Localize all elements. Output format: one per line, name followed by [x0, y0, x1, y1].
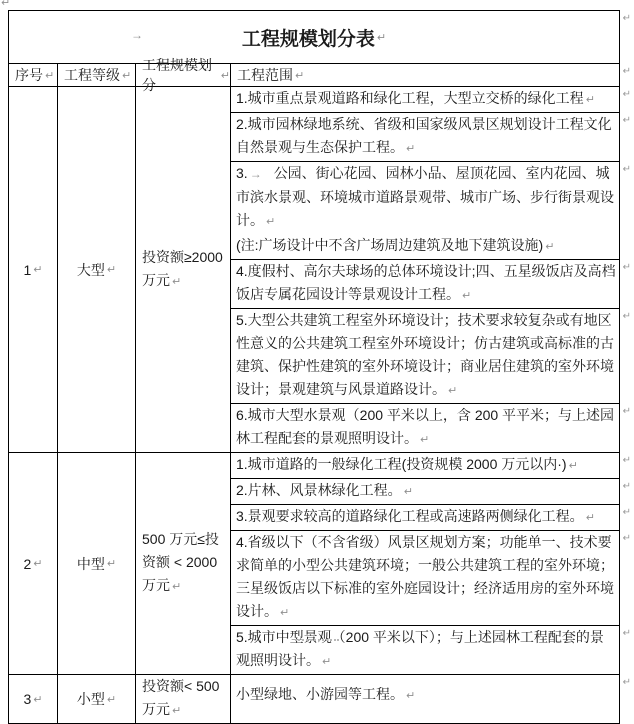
paragraph-mark-icon: ↵ [33, 264, 43, 276]
row-end-mark-icon: ↵ [622, 89, 631, 100]
table-title: 工程规模划分表 [241, 28, 375, 50]
paragraph-mark-icon: ↵ [106, 558, 117, 570]
grade-cell [58, 675, 136, 723]
row-end-mark-icon: ↵ [622, 164, 631, 175]
grade-row-large [9, 87, 631, 453]
row-end-mark-icon: ↵ [622, 628, 631, 639]
scope-item [231, 531, 631, 626]
scope-item [231, 113, 631, 162]
scope-cell [231, 87, 631, 452]
scope-text: 6.城市大型水景观（200 平米以上，含 200 平平米；与上述园林工程配套的景观照明设计。 [236, 407, 615, 446]
scope-text: 公园、街心花园、园林小品、屋顶花园、室内花园、城市滨水景观、环境城市道路景观带、城市广场、步行街景观设计。 [236, 165, 614, 228]
scope-paragraph [236, 404, 616, 452]
column-header-num [9, 64, 58, 86]
header-label: 序号 [15, 67, 43, 83]
scope-item [231, 479, 631, 505]
scope-item [231, 260, 631, 309]
scope-text: 5.大型公共建筑工程室外环境设计；技术要求较复杂或有地区性意义的公共建筑工程室外环境设计；仿古建筑或高标准的古建筑、保护性建筑的室外环境设计；商业居住建筑的室外环境设计；景观建筑与风景道路设计。 [236, 312, 614, 397]
grade-cell [58, 87, 136, 452]
scope-number: 3. [236, 165, 248, 181]
scope-item [231, 162, 631, 260]
table-title-row [9, 11, 631, 64]
paragraph-mark-icon: ↵ [220, 69, 230, 82]
paragraph-mark-icon: ↵ [295, 69, 305, 82]
row-end-mark-icon: ↵ [622, 66, 631, 77]
paragraph-mark-icon: ↵ [406, 143, 416, 155]
scope-text: 1.城市道路的一般绿化工程(投资规模 2000 万元以内·) [236, 456, 567, 472]
scale-value: 500 万元≤投资额 < 2000 万元 [142, 531, 219, 593]
paragraph-mark-icon: ↵ [172, 581, 182, 593]
scope-paragraph [236, 87, 616, 112]
grade-cell [58, 453, 136, 674]
scope-item [231, 505, 631, 531]
paragraph-mark-icon: ↵ [545, 241, 555, 253]
paragraph-mark-icon: ↵ [322, 656, 332, 668]
row-num-cell [9, 87, 58, 452]
scale-text [142, 246, 229, 294]
scope-item [231, 404, 631, 452]
row-end-mark-icon: ↵ [622, 507, 631, 518]
scale-cell [136, 675, 231, 723]
paragraph-mark-icon: ↵ [172, 705, 182, 717]
row-num-cell [9, 675, 58, 723]
scope-note-paragraph [236, 234, 616, 259]
row-end-mark-icon: ↵ [622, 406, 631, 417]
header-label: 工程等级 [64, 67, 120, 83]
scale-cell [136, 87, 231, 452]
paragraph-mark-icon: ↵ [448, 385, 458, 397]
scope-paragraph [236, 309, 616, 403]
scope-note: (注:广场设计中不含广场周边建筑及地下建筑设施) [236, 237, 544, 253]
scope-text: 2.片林、风景林绿化工程。 [236, 482, 402, 498]
scale-text [142, 675, 229, 723]
paragraph-mark-icon: ↵ [33, 693, 43, 706]
paragraph-mark-icon: ↵ [266, 216, 276, 228]
row-num: 3 [23, 691, 32, 707]
paragraph-mark-icon: ↵ [403, 486, 413, 498]
paragraph-mark-icon: ↵ [106, 693, 117, 706]
scope-text: 3.景观要求较高的道路绿化工程或高速路两侧绿化工程。 [236, 508, 584, 524]
paragraph-mark-icon: ↵ [106, 264, 117, 276]
scope-text: 2.城市园林绿地系统、省级和国家级风景区规划设计工程文化自然景观与生态保护工程。 [236, 116, 612, 155]
column-header-grade [58, 64, 136, 86]
scope-text: 5.城市中型景观（200 平米以下）；与上述园林工程配套的景观照明设计。 [236, 629, 604, 668]
scope-paragraph [236, 479, 616, 504]
grade-label: 中型 [76, 555, 105, 572]
paragraph-mark-icon: ↵ [33, 558, 43, 570]
scope-paragraph [236, 531, 616, 625]
scope-paragraph [236, 260, 616, 308]
paragraph-mark-icon: ↵ [172, 275, 182, 288]
paragraph-mark-icon: ↵ [462, 290, 472, 302]
paragraph-mark-icon: ↵ [1, 0, 11, 9]
row-num: 2 [23, 555, 32, 572]
scale-value: 投资额≥2000 万元 [142, 248, 223, 288]
grade-label: 大型 [76, 261, 105, 278]
column-header-scope [231, 64, 619, 86]
scope-item [231, 87, 631, 113]
row-num: 1 [23, 261, 32, 278]
scope-cell [231, 453, 631, 674]
scope-paragraph [236, 453, 616, 478]
paragraph-mark-icon: ↵ [420, 434, 430, 446]
row-end-mark-icon: ↵ [622, 13, 631, 24]
row-num-cell [9, 453, 58, 674]
scope-paragraph [236, 113, 616, 161]
tab-mark-icon: → [131, 28, 143, 42]
row-end-mark-icon: ↵ [622, 533, 631, 544]
grade-label: 小型 [76, 691, 105, 707]
header-label: 工程范围 [237, 67, 293, 83]
scope-text: 4.度假村、高尔夫球场的总体环境设计;四、五星级饭店及高档饭店专属花园设计等景观设计工程。 [236, 263, 616, 302]
paragraph-mark-icon: ↵ [45, 69, 55, 82]
row-end-mark-icon: ↵ [622, 115, 631, 126]
scope-paragraph [236, 683, 415, 708]
scope-paragraph [236, 162, 616, 234]
scale-text [142, 528, 229, 599]
paragraph-mark-icon: ↵ [568, 460, 578, 472]
scope-item [231, 453, 631, 479]
row-end-mark-icon: ↵ [622, 262, 631, 273]
scope-paragraph [236, 626, 616, 674]
project-scale-table [8, 10, 631, 724]
paragraph-mark-icon: ↵ [406, 689, 416, 702]
scope-paragraph [236, 505, 616, 530]
scope-text: 4.省级以下（不含省级）风景区规划方案；功能单一、技术要求简单的小型公共建筑环境；一般公共建筑工程的室外环境；三星级饭店以下标准的室外庭园设计；经济适用房的室外环境设计。 [236, 534, 614, 619]
paragraph-mark-icon: ↵ [122, 69, 132, 82]
row-end-mark-icon: ↵ [622, 455, 631, 466]
paragraph-mark-icon: ↵ [585, 512, 595, 524]
scope-text: 小型绿地、小游园等工程。 [236, 685, 404, 702]
scope-text: 1.城市重点景观道路和绿化工程，大型立交桥的绿化工程 [236, 90, 584, 106]
paragraph-mark-icon: ↵ [376, 31, 387, 44]
grade-row-small [9, 675, 631, 723]
header-label: 工程规模划分 [142, 57, 212, 93]
table-header-row [9, 57, 631, 93]
scale-cell [136, 453, 231, 674]
scope-cell [231, 675, 631, 723]
scope-item [231, 626, 631, 674]
row-end-mark-icon: ↵ [622, 311, 631, 322]
paragraph-mark-icon: ↵ [280, 607, 290, 619]
scope-item [231, 675, 631, 715]
scale-value: 投资额< 500 万元 [142, 678, 220, 717]
row-end-mark-icon: ↵ [622, 481, 631, 492]
scope-item [231, 309, 631, 404]
paragraph-mark-icon: ↵ [585, 94, 595, 106]
row-end-mark-icon: ↵ [622, 677, 631, 688]
tab-mark-icon: → [249, 167, 262, 181]
column-header-scale [136, 57, 231, 93]
